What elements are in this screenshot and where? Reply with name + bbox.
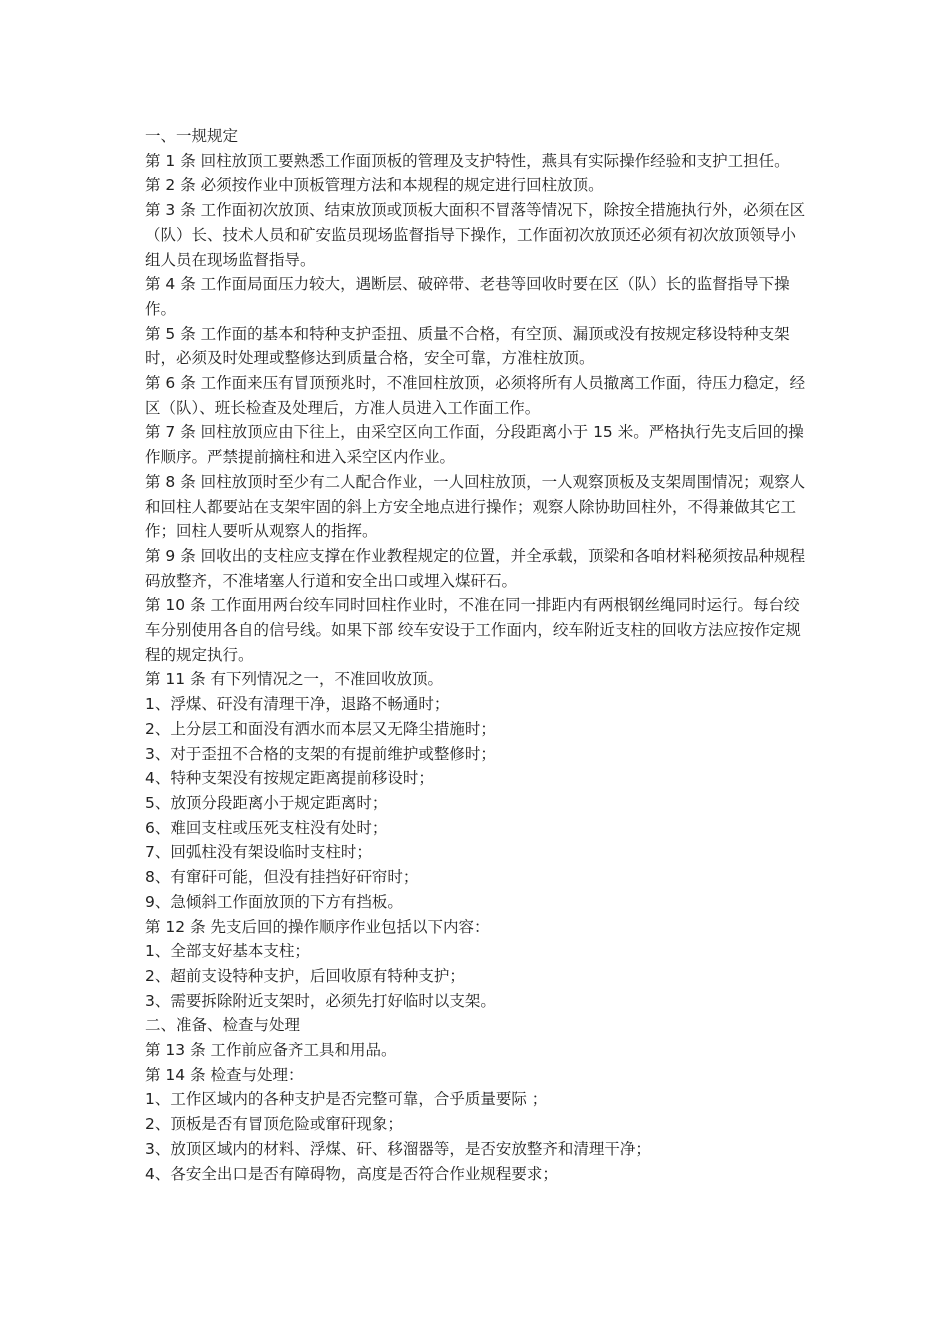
list-item: 9、急倾斜工作面放顶的下方有挡板。 [145,892,403,911]
article-paragraph: 第 3 条 工作面初次放顶、结束放顶或顶板大面积不冒落等情况下，除按全措施执行外，必须在区（队）长、技术人员和矿安监员现场监督指导下操作，工作面初次放顶还必须有初次放顶领导小组人员在现场监督指导。 [145,201,806,269]
list-item: 4、特种支架没有按规定距离提前移设时； [145,769,434,788]
article-paragraph: 第 5 条 工作面的基本和特种支护歪扭、质量不合格，有空顶、漏顶或没有按规定移设特种支架时，必须及时处理或整修达到质量合格，安全可靠，方准柱放顶。 [145,324,790,368]
list-item: 2、超前支设特种支护，后回收原有特种支护； [145,966,465,985]
list-item: 8、有窜矸可能，但没有挂挡好矸帘时； [145,868,419,887]
article-paragraph: 第 10 条 工作面用两台绞车同时回柱作业时，不准在同一排距内有两根钢丝绳同时运行。每台绞车分别使用各自的信号线。如果下部 绞车安设于工作面内，绞车附近支柱的回收方法应按作定规程的规定执行。 [145,596,801,664]
list-item: 4、各安全出口是否有障碍物，高度是否符合作业规程要求； [145,1164,558,1183]
list-item: 7、回弧柱没有架设临时支柱时； [145,843,372,862]
article-paragraph: 第 6 条 工作面来压有冒顶预兆时，不准回柱放顶，必须将所有人员撤离工作面，待压力稳定，经区（队）、班长检查及处理后，方准人员进入工作面工作。 [145,374,806,417]
list-item: 3、需要拆除附近支架时，必须先打好临时以支架。 [145,991,496,1010]
list-item: 3、对于歪扭不合格的支架的有提前维护或整修时； [145,744,496,763]
article-paragraph: 第 1 条 回柱放顶工要熟悉工作面顶板的管理及支护特性，燕具有实际操作经验和支护工担任。 [145,151,790,170]
article-paragraph: 第 2 条 必须按作业中顶板管理方法和本规程的规定进行回柱放顶。 [145,176,604,195]
article-paragraph: 第 11 条 有下列情况之一，不准回收放顶。 [145,670,444,689]
list-item: 2、顶板是否有冒顶危险或窜矸现象； [145,1115,403,1134]
article-paragraph: 第 9 条 回收出的支柱应支撑在作业教程规定的位置，并全承载，顶梁和各咱材料秘须按品种规程码放整齐，不准堵塞人行道和安全出口或埋入煤矸石。 [145,546,806,590]
article-paragraph: 第 13 条 工作前应备齐工具和用品。 [145,1041,397,1060]
article-paragraph: 第 14 条 检查与处理： [145,1065,304,1084]
list-item: 6、难回支柱或压死支柱没有处时； [145,818,388,837]
list-item: 1、全部支好基本支柱； [145,942,310,961]
section-heading: 一、一规规定 [145,127,239,145]
article-paragraph: 第 12 条 先支后回的操作顺序作业包括以下内容： [145,917,490,936]
document-body [145,124,809,1186]
article-paragraph: 第 4 条 工作面局面压力较大，遇断层、破碎带、老巷等回收时要在区（队）长的监督指导下操作。 [145,275,790,318]
list-item: 1、工作区域内的各种支护是否完整可靠，合乎质量要际 ； [145,1090,548,1109]
list-item: 3、放顶区域内的材料、浮煤、矸、移溜器等，是否安放整齐和清理干净； [145,1139,651,1158]
list-item: 2、上分层工和面没有洒水而本层又无降尘措施时； [145,719,496,738]
list-item: 5、放顶分段距离小于规定距离时； [145,793,388,812]
list-item: 1、浮煤、矸没有清理干净，退路不畅通时； [145,695,450,714]
article-paragraph: 第 7 条 回柱放顶应由下往上，由采空区向工作面，分段距离小于 15 米。严格执行先支后回的操作顺序。严禁提前摘柱和进入采空区内作业。 [145,423,804,467]
article-paragraph: 第 8 条 回柱放顶时至少有二人配合作业，一人回柱放顶，一人观察顶板及支架周围情况；观察人和回柱人都要站在支架牢固的斜上方安全地点进行操作；观察人除协助回柱外，不得兼做其它工作；回柱人要听从观察人的指挥。 [145,472,806,541]
section-heading: 二、准备、检查与处理 [145,1016,301,1035]
